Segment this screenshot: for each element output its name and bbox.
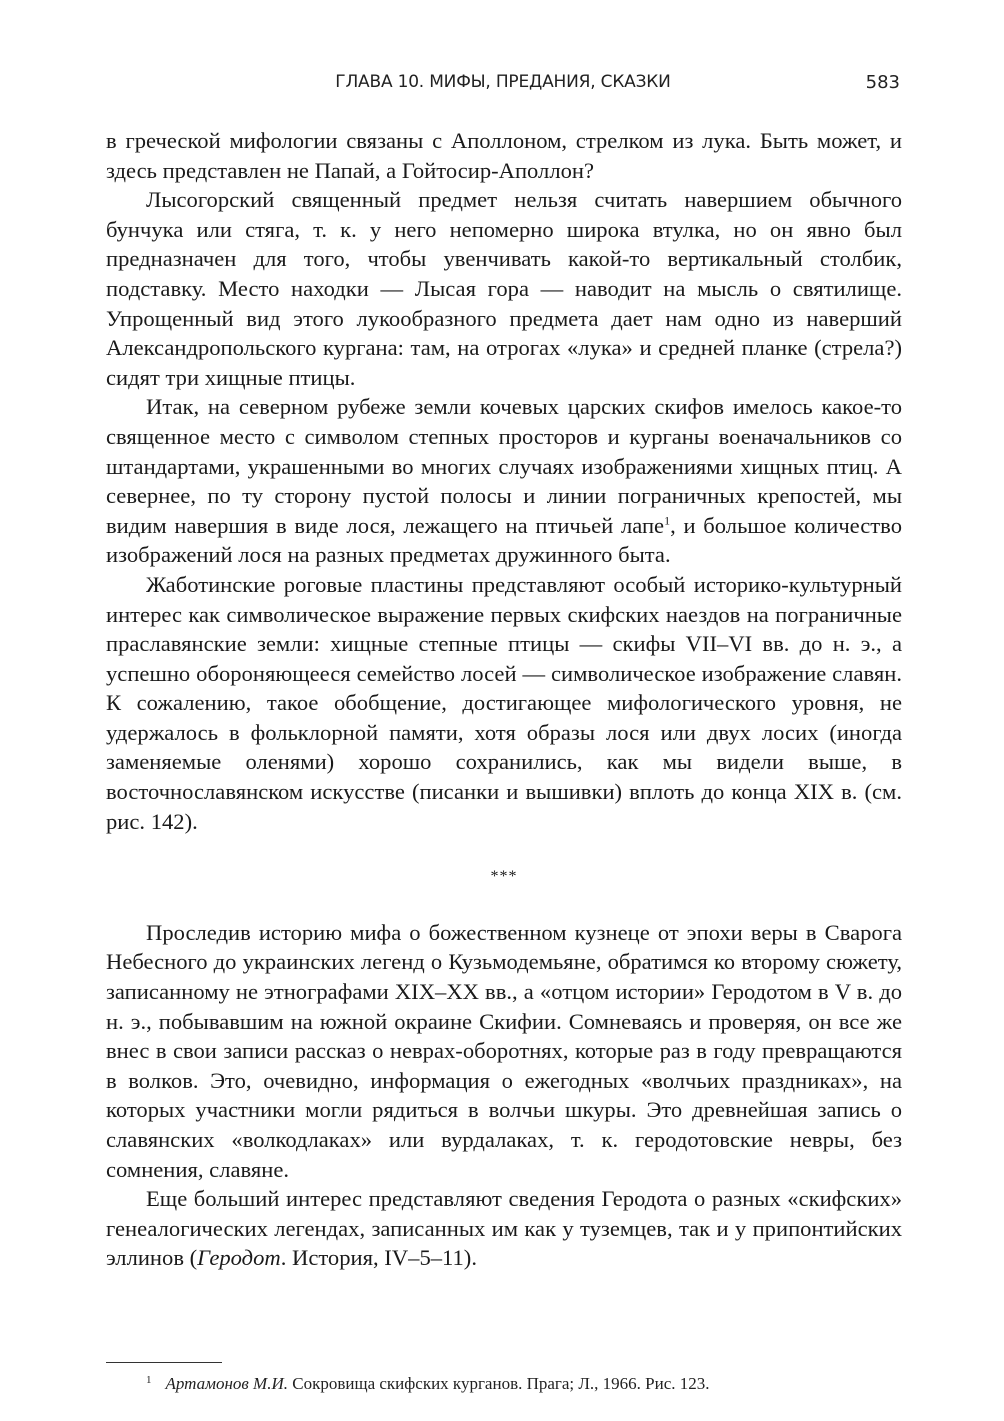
section-separator: *** bbox=[490, 868, 518, 886]
footnote-mark: 1 bbox=[146, 1374, 152, 1386]
paragraph-text: Итак, на северном рубеже земли кочевых царских скифов имелось какое-то священное место с символом степных просторов и курганы военачальников со штандартами, украшенными во многих случаях изображениями хищных птиц. А севернее, по ту сторону пустой полосы и линии пограничных крепостей, мы видим навершия в виде лося, лежащего на птичьей лапе bbox=[106, 394, 902, 538]
body-text bbox=[106, 126, 902, 1273]
page-header bbox=[106, 72, 900, 102]
footnote-text: Сокровища скифских курганов. Прага; Л., 1966. Рис. 123. bbox=[288, 1374, 710, 1393]
paragraph-text: , и большое количество изображений лося на разных предметах дружинного быта. bbox=[106, 512, 902, 568]
footnote-author: Артамонов М.И. bbox=[165, 1374, 288, 1393]
footnote bbox=[146, 1374, 710, 1394]
paragraph: Проследив историю мифа о божественном кузнеце от эпохи веры в Сварога Небесного до украинских легенд о Кузьмодемьяне, обратимся ко второму сюжету, записанному не этнографами XIX–XX вв., а «отцом истории» Геродотом в V в. до н. э., побывавшим на южной окраине Скифии. Сомневаясь и проверяя, он все же внес в свои записи рассказ о неврах-оборотнях, которые раз в году превращаются в волков. Это, очевидно, информация о ежегодных «волчьих праздниках», на которых участники могли рядиться в волчьи шкуры. Это древнейшая запись о славянских «волкодлаках» или вурдалаках, т. к. геродотовские невры, без сомнения, славяне. bbox=[106, 919, 902, 1182]
paragraph-text: Еще больший интерес представляют сведения Геродота о разных «скифских» генеалогических легендах, записанных им как у туземцев, так и у припонтийских эллинов ( bbox=[106, 1186, 902, 1271]
page-number: 583 bbox=[865, 72, 900, 93]
paragraph: Лысогорский священный предмет нельзя считать навершием обычного бунчука или стяга, т. к. у него непомерно широка втулка, но он явно был предназначен для того, чтобы увенчивать какой-то вертикальный столбик, подставку. Место находки — Лысая гора — наводит на мысль о святилище. Упрощенный вид этого лукообразного предмета дает нам одно из наверший Александропольского кургана: там, на отрогах «лука» и средней планке (стрела?) сидят три хищные птицы. bbox=[106, 187, 902, 390]
paragraph: в греческой мифологии связаны с Аполлоном, стрелком из лука. Быть может, и здесь представлен не Папай, а Гойтосир-Аполлон? bbox=[106, 128, 902, 183]
running-head: ГЛАВА 10. МИФЫ, ПРЕДАНИЯ, СКАЗКИ bbox=[335, 72, 671, 92]
paragraph bbox=[106, 392, 902, 570]
paragraph: Жаботинские роговые пластины представляют особый историко-культурный интерес как символическое выражение первых скифских наездов на пограничные праславянские земли: хищные степные птицы — скифы VII–VI вв. до н. э., а успешно обороняющееся семейство лосей — символическое изображение славян. К сожалению, такое обобщение, достигающее мифологического уровня, не удержалось в фольклорной памяти, хотя образы лося или двух лосих (иногда заменяемые оленями) хорошо сохранились, как мы видели выше, в восточнославянском искусстве (писанки и вышивки) вплоть до конца XIX в. (см. рис. 142). bbox=[106, 571, 902, 834]
paragraph bbox=[106, 1184, 902, 1273]
footnote-reference[interactable]: 1 bbox=[664, 513, 671, 528]
citation-author: Геродот bbox=[197, 1245, 281, 1271]
footnote-rule bbox=[106, 1362, 222, 1363]
paragraph-text: . История, IV–5–11). bbox=[280, 1245, 477, 1271]
